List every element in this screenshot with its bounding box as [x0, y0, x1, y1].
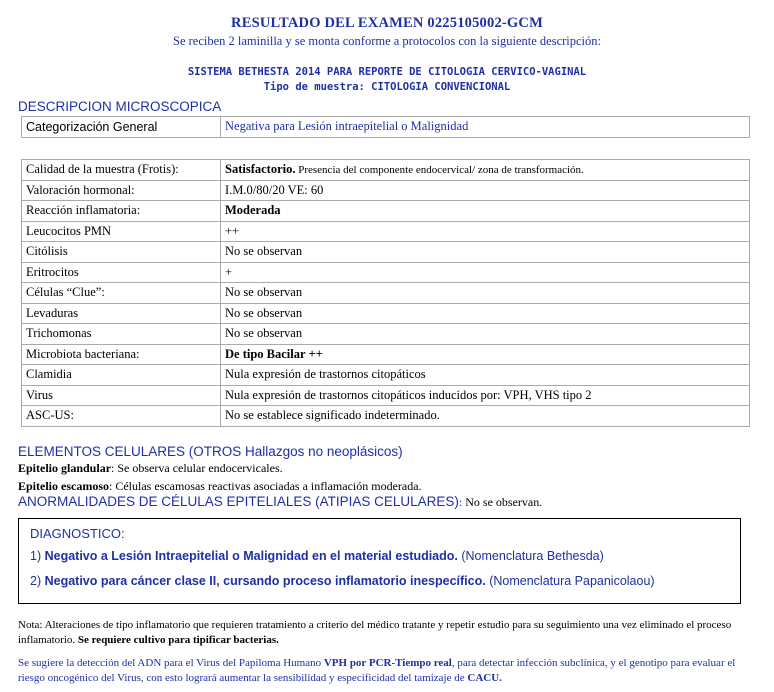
finding-value: Presencia del componente endocervical/ zona de transformación.	[295, 164, 584, 177]
finding-value-cell	[221, 160, 750, 181]
finding-value: No se observan	[225, 305, 303, 320]
suggestion-text-c: , para detectar infección subclínica, y el genotipo para evaluar el riesgo oncogénico del Virus, con esto logrará aumentar la sensibilidad y especificidad del tamizaje de	[18, 657, 736, 684]
diagnosis-heading: DIAGNOSTICO:	[30, 526, 125, 541]
suggestion-text-a: Se sugiere la detección del ADN para el Virus del Papiloma Humano	[18, 657, 324, 669]
finding-label: Calidad de la muestra (Frotis):	[22, 160, 221, 181]
table-row	[22, 242, 750, 263]
diagnosis-item-2-text: Negativo para cáncer clase II, cursando proceso inflamatorio inespecífico.	[44, 574, 486, 588]
table-row	[22, 117, 750, 138]
finding-value-cell	[221, 283, 750, 304]
glandular-line	[18, 461, 283, 476]
general-category-label: Categorización General	[22, 117, 221, 138]
table-row	[22, 324, 750, 345]
finding-value: No se observan	[225, 285, 303, 300]
table-row	[22, 221, 750, 242]
suggestion-text-d: CACU.	[467, 672, 502, 684]
finding-value-cell	[221, 365, 750, 386]
general-category-value: Negativa para Lesión intraepitelial o Malignidad	[221, 117, 750, 138]
finding-label: Valoración hormonal:	[22, 180, 221, 201]
glandular-label: Epitelio glandular	[18, 461, 112, 475]
squamous-line	[18, 479, 422, 494]
finding-value-cell	[221, 201, 750, 222]
findings-table	[21, 159, 750, 427]
finding-value-cell	[221, 406, 750, 427]
glandular-text: : Se observa celular endocervicales.	[111, 461, 283, 475]
finding-label: Virus	[22, 385, 221, 406]
finding-value: No se establece significado indeterminado.	[225, 408, 440, 423]
report-title: RESULTADO DEL EXAMEN 0225105002-GCM	[231, 15, 543, 31]
finding-value: Nula expresión de trastornos citopáticos inducidos por: VPH, VHS tipo 2	[225, 387, 592, 402]
finding-value-cell	[221, 324, 750, 345]
finding-value-bold: Satisfactorio.	[225, 162, 296, 177]
diagnosis-item-1-note: (Nomenclatura Bethesda)	[457, 549, 604, 563]
squamous-label: Epitelio escamoso	[18, 479, 109, 493]
finding-value-cell	[221, 262, 750, 283]
abnormal-colon: :	[458, 495, 463, 509]
abnormal-line	[18, 494, 542, 510]
treatment-note-text: Nota: Alteraciones de tipo inflamatorio que requieren tratamiento a criterio del médico tratante y repetir estudio para su seguimiento una vez eliminado el proceso inflamatorio.	[18, 619, 732, 646]
finding-label: Eritrocitos	[22, 262, 221, 283]
squamous-text: : Células escamosas reactivas asociadas a inflamación moderada.	[109, 479, 422, 493]
finding-value-bold: Moderada	[225, 203, 281, 218]
table-row	[22, 201, 750, 222]
suggestion-text-b: VPH por PCR-Tiempo real	[323, 657, 452, 669]
table-row	[22, 160, 750, 181]
finding-value-cell	[221, 221, 750, 242]
finding-value: ++	[225, 223, 240, 238]
diagnosis-item-2	[30, 574, 655, 588]
finding-label: Células “Clue”:	[22, 283, 221, 304]
finding-label: Citólisis	[22, 242, 221, 263]
finding-label: Trichomonas	[22, 324, 221, 345]
report-subtitle: Se reciben 2 laminilla y se monta conforme a protocolos con la siguiente descripción:	[173, 34, 601, 48]
micro-heading: DESCRIPCION MICROSCOPICA	[18, 99, 222, 114]
table-row	[22, 180, 750, 201]
diagnosis-box	[18, 518, 741, 604]
finding-value: No se observan	[225, 244, 303, 259]
suggestion-note	[18, 656, 763, 686]
finding-value: No se observan	[225, 326, 303, 341]
finding-value-cell	[221, 385, 750, 406]
finding-value-cell	[221, 344, 750, 365]
finding-value-cell	[221, 180, 750, 201]
table-row	[22, 406, 750, 427]
abnormal-text: No se observan.	[462, 495, 543, 509]
finding-label: Levaduras	[22, 303, 221, 324]
finding-value-cell	[221, 303, 750, 324]
finding-value: +	[225, 264, 233, 279]
finding-label: Clamidia	[22, 365, 221, 386]
finding-label: Reacción inflamatoria:	[22, 201, 221, 222]
cells-heading: ELEMENTOS CELULARES (OTROS Hallazgos no neoplásicos)	[18, 444, 403, 459]
diagnosis-item-2-note: (Nomenclatura Papanicolaou)	[485, 574, 655, 588]
treatment-note-bold: Se requiere cultivo para tipificar bacterias.	[77, 634, 279, 646]
finding-value: I.M.0/80/20 VE: 60	[225, 182, 324, 197]
diagnosis-item-1-text: Negativo a Lesión Intraepitelial o Malignidad en el material estudiado.	[44, 549, 458, 563]
diagnosis-item-1	[30, 549, 604, 563]
table-row	[22, 344, 750, 365]
diagnosis-item-2-prefix: 2)	[30, 574, 45, 588]
findings-body	[22, 160, 750, 427]
table-row	[22, 385, 750, 406]
table-row	[22, 365, 750, 386]
table-row	[22, 262, 750, 283]
finding-label: ASC-US:	[22, 406, 221, 427]
diagnosis-item-1-prefix: 1)	[30, 549, 45, 563]
finding-value-cell	[221, 242, 750, 263]
treatment-note	[18, 618, 763, 648]
sample-type-line: Tipo de muestra: CITOLOGIA CONVENCIONAL	[263, 81, 511, 93]
finding-value-bold: De tipo Bacilar ++	[225, 346, 323, 361]
system-line: SISTEMA BETHESTA 2014 PARA REPORTE DE CITOLOGIA CERVICO-VAGINAL	[187, 66, 587, 78]
general-category-table	[21, 116, 750, 138]
finding-label: Microbiota bacteriana:	[22, 344, 221, 365]
abnormal-heading: ANORMALIDADES DE CÉLULAS EPITELIALES (ATIPIAS CELULARES)	[18, 494, 459, 509]
finding-value: Nula expresión de trastornos citopáticos	[225, 367, 426, 382]
table-row	[22, 283, 750, 304]
table-row	[22, 303, 750, 324]
finding-label: Leucocitos PMN	[22, 221, 221, 242]
